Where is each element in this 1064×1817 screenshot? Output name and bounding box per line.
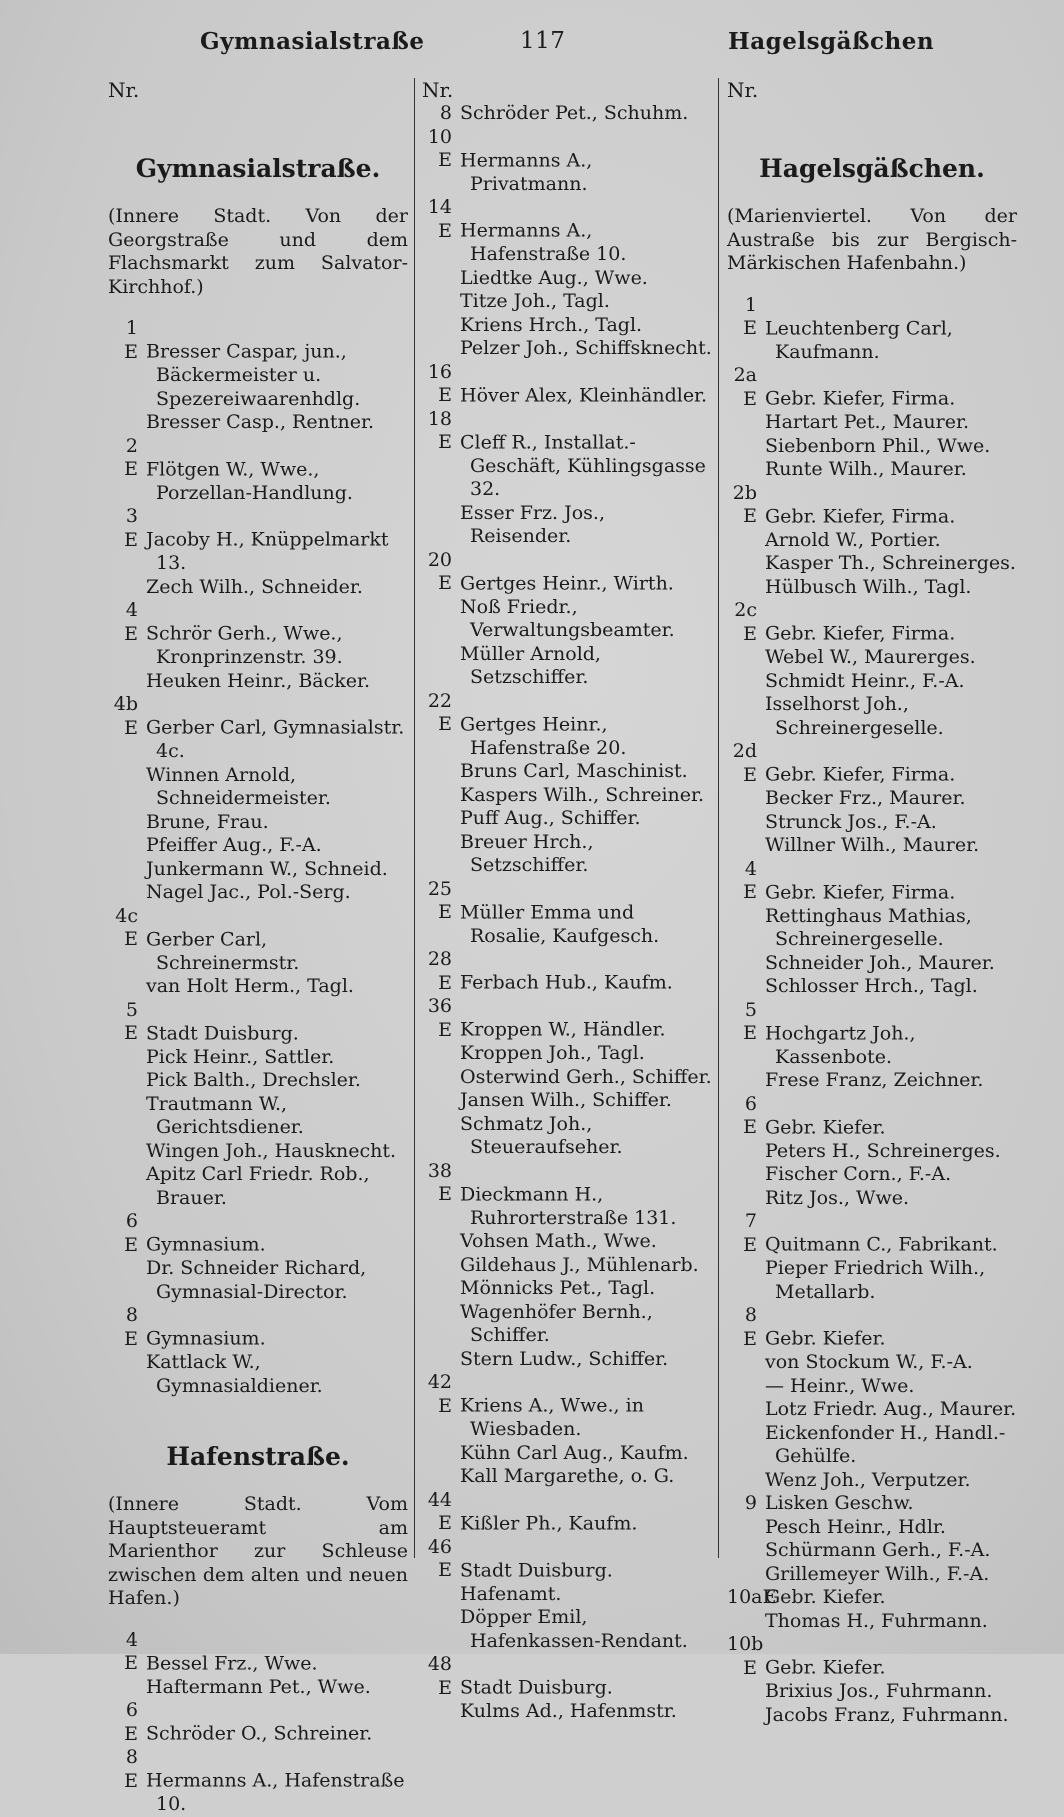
directory-entry [727,1586,1017,1610]
column-3 [727,78,1017,1727]
directory-entry [727,1563,1017,1587]
entry-text: Liedtke Aug., Wwe. [460,266,648,289]
entry-text: Trautmann W., Gerichtsdiener. [146,1092,304,1138]
house-number: 2 E [124,434,138,480]
directory-entry [727,1539,1017,1563]
directory-entry [108,435,408,506]
entry-text: Thomas H., Fuhrmann. [765,1609,988,1632]
directory-entry [422,995,712,1042]
entry-text: Gebr. Kiefer, Firma. [765,881,956,903]
house-number: 44 E [427,1488,452,1534]
directory-entry [108,881,408,905]
entry-text: Stadt Duisburg. [460,1676,613,1699]
street-title: Hafenstraße. [166,1442,350,1471]
entry-text: Schröder Pet., Schuhm. [460,102,689,124]
house-number: 4 E [124,599,138,645]
directory-entry [422,102,712,126]
directory-entry [422,1465,712,1489]
entry-text: Grillemeyer Wilh., F.-A. [765,1562,990,1585]
entry-text: Gildehaus J., Mühlenarb. [460,1253,699,1276]
entry-text: Schröder O., Schreiner. [146,1722,373,1745]
entry-text: Isselhorst Joh., Schreinergeselle. [765,693,944,739]
directory-entry [422,760,712,784]
entry-text: Gebr. Kiefer. [765,1586,886,1608]
directory-entry [108,1699,408,1746]
entry-text: Wenz Joh., Verputzer. [765,1468,971,1491]
house-number: 8 E [743,1304,757,1350]
entry-text: Esser Frz. Jos., Reisender. [460,501,605,547]
directory-entry [108,975,408,999]
house-number: 6 E [124,1699,138,1745]
directory-entry [727,1680,1017,1704]
entry-text: Mönnicks Pet., Tagl. [460,1277,656,1299]
directory-entry [727,294,1017,365]
entry-text: Stern Ludw., Schiffer. [460,1347,669,1370]
directory-entry [422,948,712,995]
entry-text: Gebr. Kiefer. [765,1656,886,1679]
directory-entry [727,552,1017,576]
directory-entry [422,1653,712,1700]
entry-text: Vohsen Math., Wwe. [460,1230,657,1252]
street-title: Gymnasialstraße. [135,154,381,183]
house-number: 10 E [427,125,452,171]
directory-entry [422,267,712,291]
directory-entry [727,999,1017,1070]
directory-entry [422,361,712,408]
directory-entry [727,1163,1017,1187]
entry-text: Quitmann C., Fabrikant. [765,1233,998,1256]
entry-text: Apitz Carl Friedr. Rob., Brauer. [146,1163,370,1209]
house-number: 5 E [743,998,757,1044]
directory-entry [727,1469,1017,1493]
entry-text: Höver Alex, Kleinhändler. [460,384,708,406]
entry-text: Hartart Pet., Maurer. [765,411,970,433]
entry-text: Ritz Jos., Wwe. [765,1186,910,1209]
nr-label: Nr. [422,78,454,102]
entry-text: Schmatz Joh., Steueraufseher. [460,1112,623,1158]
entry-text: Webel W., Maurerges. [765,646,976,668]
column-divider [718,78,719,1558]
entry-text: Hermanns A., Hafenstraße 10. [146,1769,405,1815]
directory-entry [422,1442,712,1466]
directory-entry [422,878,712,949]
directory-entry [422,1536,712,1583]
directory-entry [422,1113,712,1160]
directory-entry [108,1093,408,1140]
entry-text: Zech Wilh., Schneider. [146,575,363,598]
entry-text: Pesch Heinr., Hdlr. [765,1515,946,1538]
entry-text: Stadt Duisburg. [460,1559,613,1581]
directory-entry [422,1301,712,1348]
entry-text: Pelzer Joh., Schiffsknecht. [460,337,712,359]
house-number: 22 E [427,689,452,735]
entry-list [108,317,408,1398]
directory-entry [108,834,408,858]
directory-entry [727,1610,1017,1634]
entry-text: Kroppen W., Händler. [460,1018,666,1041]
entry-text: Lotz Friedr. Aug., Maurer. [765,1398,1017,1420]
directory-entry [108,1304,408,1351]
house-number: 42 E [427,1371,452,1417]
directory-entry [422,1042,712,1066]
directory-entry [727,1633,1017,1680]
directory-entry [108,1629,408,1676]
directory-entry [422,596,712,643]
directory-entry [727,1398,1017,1422]
entry-text: van Holt Herm., Tagl. [146,975,354,997]
nr-label: Nr. [108,78,140,102]
entry-text: Döpper Emil, Hafenkassen-Rendant. [460,1606,688,1652]
directory-entry [422,126,712,197]
entry-text: Dieckmann H., Ruhrorterstraße 131. [460,1183,677,1229]
directory-entry [422,549,712,596]
entry-text: Puff Aug., Schiffer. [460,807,641,829]
header-right: Hagelsgäßchen [728,28,935,55]
directory-entry [422,690,712,761]
entry-text: Fischer Corn., F.-A. [765,1163,952,1185]
entry-text: Bruns Carl, Maschinist. [460,760,688,782]
house-number: 5 E [124,998,138,1044]
entry-text: Gebr. Kiefer, Firma. [765,387,956,410]
entry-list [108,1629,408,1817]
entry-text: Gerber Carl, Gymnasialstr. 4c. [146,716,405,762]
directory-entry [422,290,712,314]
header-left: Gymnasialstraße [200,28,425,55]
street-description: (Innere Stadt. Vom Hauptsteueramt am Marienthor zur Schleuse zwischen dem alten und neuen Hafen.) [108,1493,408,1609]
entry-text: Flötgen W., Wwe., Porzellan-Handlung. [146,458,353,504]
directory-entry [108,576,408,600]
directory-entry [727,952,1017,976]
entry-text: Pick Balth., Drechsler. [146,1069,361,1091]
entry-text: Gymnasium. [146,1233,266,1256]
entry-text: Bessel Frz., Wwe. [146,1652,318,1674]
entry-text: Nagel Jac., Pol.-Serg. [146,881,351,903]
directory-entry [727,599,1017,646]
house-number: 2d E [732,740,757,786]
entry-text: Arnold W., Portier. [765,528,941,551]
house-number: 9 [744,1492,757,1514]
directory-entry [727,740,1017,787]
house-number: 28 E [427,948,452,994]
entry-text: Eickenfonder H., Handl.-Gehülfe. [765,1421,1006,1467]
directory-entry [422,1606,712,1653]
house-number: 4b E [113,693,138,739]
directory-entry [422,1277,712,1301]
entry-text: Osterwind Gerh., Schiffer. [460,1065,712,1088]
entry-text: Haftermann Pet., Wwe. [146,1675,371,1698]
directory-entry [108,1746,408,1817]
entry-text: Noß Friedr., Verwaltungsbeamter. [460,595,675,641]
entry-text: Kriens Hrch., Tagl. [460,313,643,336]
entry-text: Runte Wilh., Maurer. [765,458,967,480]
entry-text: Bresser Caspar, jun., Bäckermeister u. Spezereiwaarenhdlg. [146,340,361,410]
directory-entry [727,364,1017,411]
entry-text: Kriens A., Wwe., in Wiesbaden. [460,1394,644,1440]
entry-text: Dr. Schneider Richard, Gymnasial-Director. [146,1257,367,1303]
directory-entry [422,337,712,361]
directory-entry [727,646,1017,670]
house-number: 2c E [734,599,757,645]
entry-text: Gertges Heinr., Wirth. [460,572,674,594]
directory-entry [727,1069,1017,1093]
entry-text: Winnen Arnold, Schneidermeister. [146,763,331,809]
directory-entry [727,1375,1017,1399]
entry-text: Gerber Carl, Schreinermstr. [146,928,300,974]
directory-entry [108,858,408,882]
directory-entry [422,196,712,267]
entry-text: Müller Arnold, Setzschiffer. [460,642,601,688]
entry-text: Gebr. Kiefer. [765,1116,886,1138]
directory-entry [422,1489,712,1536]
directory-entry [422,1066,712,1090]
directory-entry [727,834,1017,858]
entry-text: Gertges Heinr., Hafenstraße 20. [460,713,627,759]
entry-text: Titze Joh., Tagl. [460,290,610,312]
house-number: 8 [439,102,452,124]
directory-entry [422,1700,712,1724]
entry-text: Junkermann W., Schneid. [146,857,388,880]
entry-text: Rettinghaus Mathias, Schreinergeselle. [765,904,972,950]
directory-entry [108,999,408,1046]
directory-entry [727,1304,1017,1351]
entry-text: Cleff R., Installat.-Geschäft, Kühlingsgasse 32. [460,431,706,500]
directory-entry [727,411,1017,435]
entry-text: Brune, Frau. [146,810,269,833]
nr-label: Nr. [727,78,759,102]
directory-entry [422,314,712,338]
directory-entry [422,408,712,502]
house-number: 4 E [743,857,757,903]
directory-entry [727,1140,1017,1164]
directory-entry [108,505,408,576]
directory-entry [727,435,1017,459]
entry-text: Heuken Heinr., Bäcker. [146,669,371,692]
directory-entry [422,1371,712,1442]
house-number: 6 E [124,1210,138,1256]
directory-entry [422,643,712,690]
house-number: 14 E [427,196,452,242]
entry-text: Willner Wilh., Maurer. [765,834,980,856]
entry-list [727,294,1017,1728]
entry-text: Leuchtenberg Carl, Kaufmann. [765,317,953,363]
entry-text: Gymnasium. [146,1327,266,1350]
street-description: (Marienviertel. Von der Austraße bis zur Bergisch-Märkischen Hafenbahn.) [727,205,1017,274]
directory-entry [422,784,712,808]
directory-entry [422,1583,712,1607]
street-description: (Innere Stadt. Von der Georgstraße und dem Flachsmarkt zum Salvator-Kirchhof.) [108,205,408,298]
entry-text: — Heinr., Wwe. [765,1374,915,1397]
house-number: 25 E [427,877,452,923]
entry-text: Gebr. Kiefer. [765,1327,886,1350]
entry-text: Kulms Ad., Hafenmstr. [460,1700,677,1722]
entry-text: Jacobs Franz, Fuhrmann. [765,1703,1009,1726]
entry-text: Siebenborn Phil., Wwe. [765,434,991,457]
entry-text: Stadt Duisburg. [146,1022,299,1044]
entry-text: Hermanns A., Hafenstraße 10. [460,219,627,265]
directory-entry [727,1422,1017,1469]
entry-list [422,102,712,1724]
entry-text: Kaspers Wilh., Schreiner. [460,783,705,806]
house-number: 6 E [743,1092,757,1138]
entry-text: Schürmann Gerh., F.-A. [765,1539,991,1561]
directory-entry [422,807,712,831]
directory-entry [108,1257,408,1304]
entry-text: Schrör Gerh., Wwe., Kronprinzenstr. 39. [146,622,343,668]
entry-text: Gebr. Kiefer, Firma. [765,622,956,645]
directory-entry [422,1254,712,1278]
column-1 [108,78,408,1817]
house-number: 1 E [124,317,138,363]
entry-text: Ferbach Hub., Kaufm. [460,971,673,994]
directory-entry [422,1348,712,1372]
directory-entry [727,1210,1017,1257]
directory-entry [727,1351,1017,1375]
house-number: 2b E [732,481,757,527]
directory-entry [727,975,1017,999]
entry-text: Pfeiffer Aug., F.-A. [146,834,322,856]
column-2 [422,78,712,1724]
house-number: 8 E [124,1746,138,1792]
house-number: 7 E [743,1210,757,1256]
entry-text: Brixius Jos., Fuhrmann. [765,1680,993,1702]
directory-entry [108,1210,408,1257]
house-number: 4 E [124,1628,138,1674]
directory-entry [108,1163,408,1210]
directory-entry [108,1351,408,1398]
house-number: 46 E [427,1535,452,1581]
directory-entry [108,1069,408,1093]
entry-text: Kühn Carl Aug., Kaufm. [460,1441,689,1464]
directory-entry [108,693,408,764]
street-title: Hagelsgäßchen. [759,154,985,183]
directory-entry [727,787,1017,811]
entry-text: Becker Frz., Maurer. [765,787,966,809]
entry-text: Kißler Ph., Kaufm. [460,1512,638,1534]
directory-entry [108,811,408,835]
directory-entry [422,502,712,549]
directory-entry [727,1257,1017,1304]
directory-entry [422,1160,712,1231]
entry-text: Kattlack W., Gymnasialdiener. [146,1351,323,1397]
directory-entry [727,670,1017,694]
entry-text: Frese Franz, Zeichner. [765,1069,984,1091]
entry-text: Hülbusch Wilh., Tagl. [765,575,972,598]
entry-text: von Stockum W., F.-A. [765,1351,973,1373]
directory-entry [108,905,408,976]
house-number: 38 E [427,1159,452,1205]
house-number: 1 E [743,293,757,339]
entry-text: Jansen Wilh., Schiffer. [460,1089,672,1111]
directory-entry [422,1230,712,1254]
directory-entry [108,317,408,411]
directory-entry [422,831,712,878]
entry-text: Wingen Joh., Hausknecht. [146,1139,397,1162]
directory-entry [727,693,1017,740]
directory-entry [727,1187,1017,1211]
entry-text: Schlosser Hrch., Tagl. [765,975,978,997]
directory-entry [108,670,408,694]
entry-text: Bresser Casp., Rentner. [146,411,374,433]
directory-entry [727,458,1017,482]
entry-text: Lisken Geschw. [765,1492,914,1514]
directory-entry [727,1516,1017,1540]
house-number: 16 E [427,360,452,406]
entry-text: Hafenamt. [460,1582,562,1605]
directory-entry [727,811,1017,835]
directory-entry [108,764,408,811]
house-number: 8 E [124,1304,138,1350]
entry-text: Schmidt Heinr., F.-A. [765,669,965,692]
entry-text: Kasper Th., Schreinerges. [765,552,1016,574]
entry-text: Pieper Friedrich Wilh., Metallarb. [765,1257,986,1303]
entry-text: Jacoby H., Knüppelmarkt 13. [146,528,389,574]
house-number: 4c E [115,904,138,950]
directory-entry [108,1046,408,1070]
directory-entry [727,1492,1017,1516]
entry-text: Pick Heinr., Sattler. [146,1045,335,1068]
directory-entry [727,858,1017,905]
entry-text: Kroppen Joh., Tagl. [460,1042,645,1064]
entry-text: Schneider Joh., Maurer. [765,951,995,974]
directory-entry [727,905,1017,952]
directory-entry [727,529,1017,553]
entry-text: Peters H., Schreinerges. [765,1139,1001,1162]
entry-text: Kall Margarethe, o. G. [460,1465,675,1487]
directory-entry [108,1676,408,1700]
column-divider [414,78,415,1558]
entry-text: Müller Emma und Rosalie, Kaufgesch. [460,901,660,947]
entry-text: Gebr. Kiefer, Firma. [765,763,956,786]
house-number: 36 E [427,995,452,1041]
house-number: 48 E [427,1653,452,1699]
house-number: 3 E [124,505,138,551]
house-number: 20 E [427,548,452,594]
directory-entry [108,411,408,435]
entry-text: Wagenhöfer Bernh., Schiffer. [460,1300,653,1346]
directory-entry [727,1704,1017,1728]
directory-entry [727,482,1017,529]
house-number: 2a E [733,364,757,410]
directory-entry [108,1140,408,1164]
entry-text: Hochgartz Joh., Kassenbote. [765,1022,916,1068]
house-number: 18 E [427,407,452,453]
house-number: 10aE [727,1586,777,1608]
entry-text: Hermanns A., Privatmann. [460,149,593,195]
entry-text: Gebr. Kiefer, Firma. [765,505,956,527]
entry-text: Strunck Jos., F.-A. [765,810,937,833]
directory-entry [108,599,408,670]
house-number: 10b E [727,1633,764,1679]
directory-entry [727,1093,1017,1140]
entry-text: Breuer Hrch., Setzschiffer. [460,830,594,876]
directory-entry [727,576,1017,600]
directory-entry [422,1089,712,1113]
page-number: 117 [520,28,566,54]
